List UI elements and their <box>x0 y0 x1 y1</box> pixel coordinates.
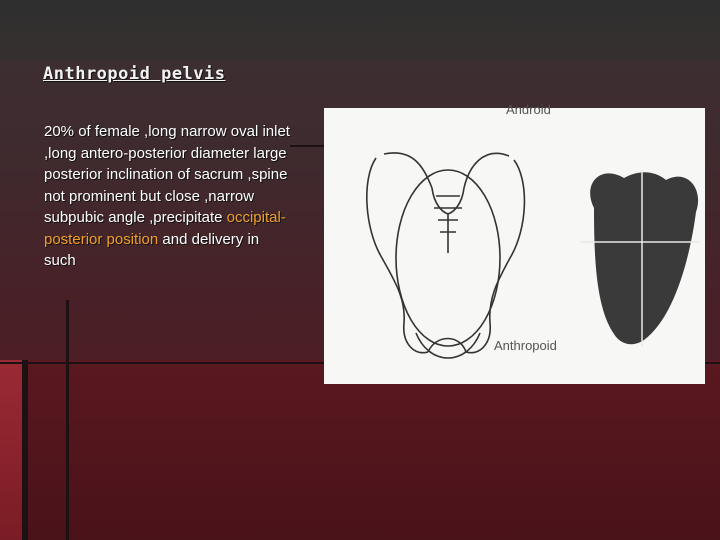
figure-top-label: Android <box>506 102 551 117</box>
slide-body-text <box>44 121 294 272</box>
top-band <box>0 0 720 60</box>
highlighted-term: occipital-posterior position <box>44 209 286 248</box>
frame-line <box>66 300 69 540</box>
slide-title: Anthropoid pelvis <box>43 64 226 84</box>
figure-bottom-label: Anthropoid <box>494 338 557 353</box>
bottom-shade <box>22 360 720 540</box>
left-accent-strip <box>0 360 22 540</box>
pelvis-figure <box>324 102 705 384</box>
body-text-part: 20% of female ,long narrow oval inlet ,long antero-posterior diameter large posterior inclination of sacrum ,spine not prominent but close ,narrow subpubic angle ,precipitate <box>44 123 290 226</box>
frame-line <box>22 360 28 540</box>
body-text-part: and delivery in such <box>44 230 260 269</box>
